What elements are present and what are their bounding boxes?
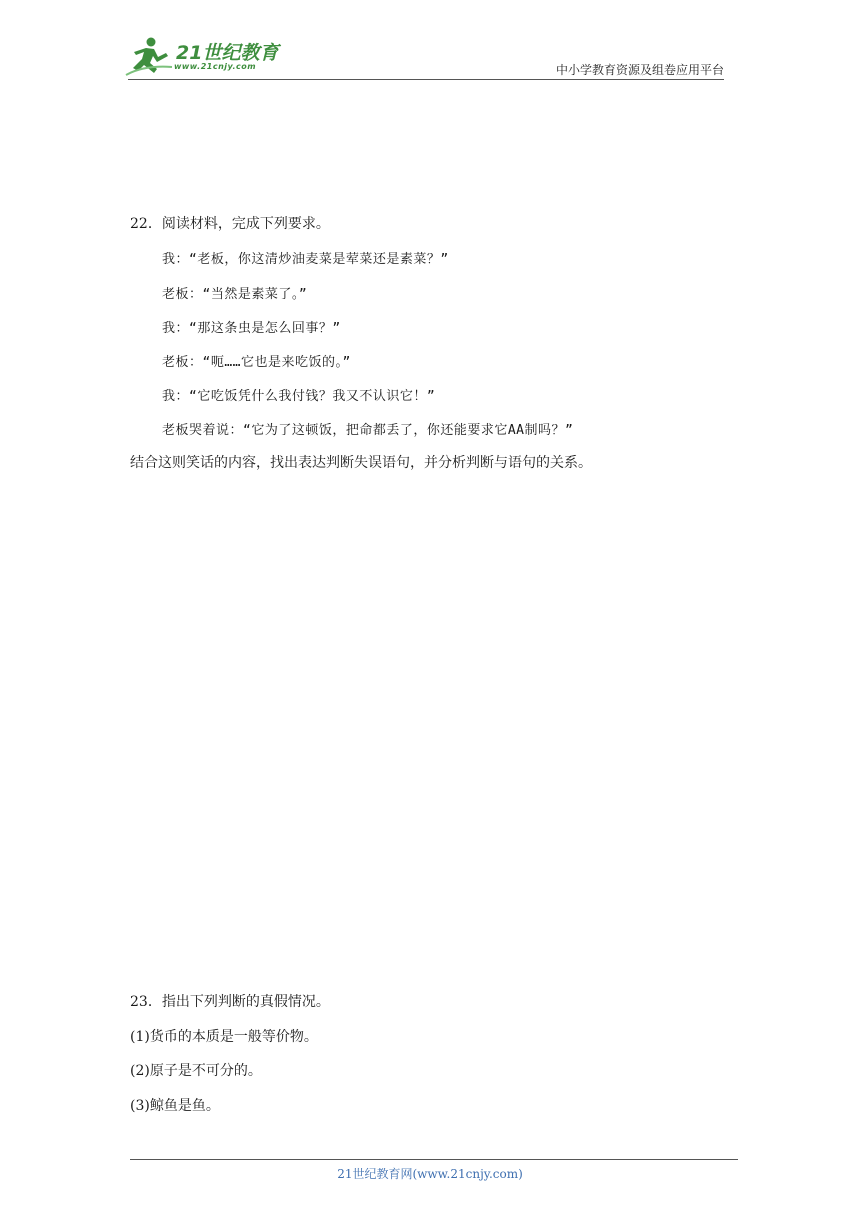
runner-icon	[124, 35, 174, 77]
logo-url: www.21cnjy.com	[174, 62, 257, 71]
dialog-line: 我：“它吃饭凭什么我付钱？我又不认识它！”	[162, 389, 436, 404]
header-divider	[128, 79, 724, 80]
footer-link[interactable]: 21世纪教育网(www.21cnjy.com)	[337, 1167, 523, 1181]
dialog-line: 老板：“当然是素菜了。”	[162, 287, 308, 302]
footer-divider	[130, 1159, 738, 1160]
dialog-line: 老板哭着说：“它为了这顿饭，把命都丢了，你还能要求它AA制吗？”	[162, 423, 574, 438]
list-item: (3)鲸鱼是鱼。	[130, 1098, 220, 1114]
question-title: 22．阅读材料，完成下列要求。	[130, 216, 330, 232]
question-prompt: 结合这则笑话的内容，找出表达判断失误语句，并分析判断与语句的关系。	[130, 455, 592, 471]
dialog-line: 我：“那这条虫是怎么回事？”	[162, 321, 341, 336]
list-item: (1)货币的本质是一般等价物。	[130, 1029, 318, 1045]
question-title: 23．指出下列判断的真假情况。	[130, 994, 330, 1010]
dialog-line: 老板：“呃……它也是来吃饭的。”	[162, 355, 351, 370]
dialog-line: 我：“老板，你这清炒油麦菜是荤菜还是素菜？”	[162, 252, 449, 267]
logo-text: 21世纪教育	[176, 42, 279, 64]
platform-tagline: 中小学教育资源及组卷应用平台	[555, 63, 724, 77]
list-item: (2)原子是不可分的。	[130, 1063, 262, 1079]
site-logo	[124, 35, 304, 79]
